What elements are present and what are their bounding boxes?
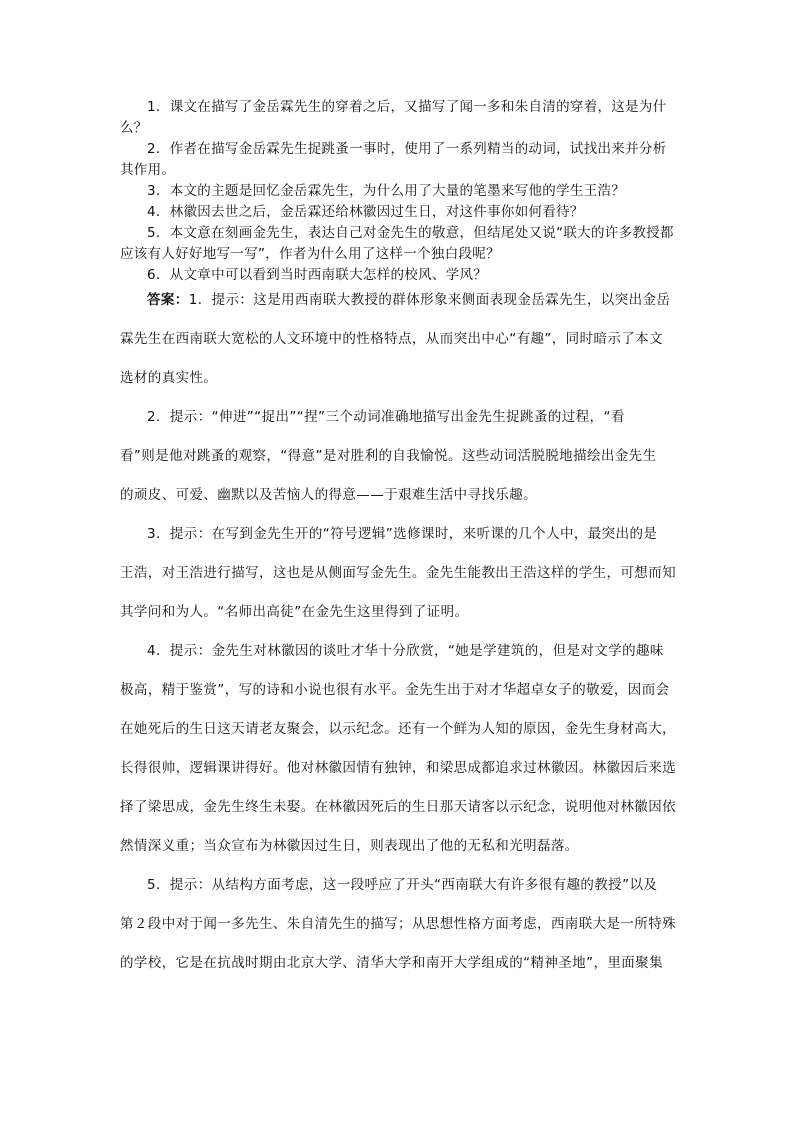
answer-line: 5．提示：从结构方面考虑，这一段呼应了开头“西南联大有许多很有趣的教授”以及 (147, 877, 658, 893)
answer-line: 霖先生在西南联大宽松的人文环境中的性格特点，从而突出中心“有趣”，同时暗示了本文 (120, 331, 663, 347)
answer-line: 的顽皮、可爱、幽默以及苦恼人的得意——于艰难生活中寻找乐趣。 (120, 487, 537, 503)
answer-line: 王浩，对王浩进行描写，这也是从侧面写金先生。金先生能教出王浩这样的学生，可想而知 (120, 565, 676, 581)
answer-line: 看”则是他对跳蚤的观察，“得意”是对胜利的自我愉悦。这些动词活脱脱地描绘出金先生 (120, 448, 657, 464)
answer-line: 其学问和为人。“名师出高徒”在金先生这里得到了证明。 (120, 604, 469, 620)
answer-label: 答案： (147, 292, 189, 308)
answer-line: 4．提示：金先生对林徽因的谈吐才华十分欣赏，“她是学建筑的，但是对文学的趣味 (147, 643, 664, 659)
answer-section (120, 291, 680, 993)
question-item: 1．课文在描写了金岳霖先生的穿着之后，又描写了闻一多和朱自清的穿着，这是为什么？ (120, 99, 667, 136)
answer-line: 在她死后的生日这天请老友聚会，以示纪念。还有一个鲜为人知的原因，金先生身材高大， (120, 721, 676, 737)
question-item: 5．本文意在刻画金先生，表达自己对金先生的敬意，但结尾处又说“联大的许多教授都应该有人好好地写一写”，作者为什么用了这样一个独白段呢？ (120, 225, 674, 262)
question-item: 2．作者在描写金岳霖先生捉跳蚤一事时，使用了一系列精当的动词，试找出来并分析其作用。 (120, 141, 667, 178)
question-list (120, 97, 680, 286)
answer-line: 选材的真实性。 (120, 370, 218, 386)
answer-line (120, 291, 680, 309)
answer-line: 择了梁思成，金先生终生未娶。在林徽因死后的生日那天请客以示纪念，说明他对林徽因依 (120, 799, 676, 815)
question-item: 3．本文的主题是回忆金岳霖先生，为什么用了大量的笔墨来写他的学生王浩？ (147, 183, 626, 199)
question-item: 4．林徽因去世之后，金岳霖还给林徽因过生日，对这件事你如何看待？ (147, 204, 584, 220)
answer-line: 极高，精于鉴赏”，写的诗和小说也很有水平。金先生出于对才华超卓女子的敬爱，因而会 (120, 682, 670, 698)
answer-line: 第２段中对于闻一多先生、朱自清先生的描写；从思想性格方面考虑，西南联大是一所特殊 (120, 916, 676, 932)
answer-line: 2．提示：“伸进”“捉出”“捏”三个动词准确地描写出金先生捉跳蚤的过程，“看 (147, 409, 625, 425)
question-item: 6．从文章中可以看到当时西南联大怎样的校风、学风？ (147, 267, 488, 283)
answer-line: 3．提示：在写到金先生开的“符号逻辑”选修课时，来听课的几个人中，最突出的是 (147, 526, 658, 542)
answer-line: 的学校，它是在抗战时期由北京大学、清华大学和南开大学组成的“精神圣地”，里面聚集 (120, 955, 663, 971)
answer-line: 长得很帅，逻辑课讲得好。他对林徽因情有独钟，和梁思成都追求过林徽因。林徽因后来选 (120, 760, 676, 776)
answer-text: 1．提示：这是用西南联大教授的群体形象来侧面表现金岳霖先生，以突出金岳 (188, 292, 671, 308)
answer-line: 然情深义重；当众宣布为林徽因过生日，则表现出了他的无私和光明磊落。 (120, 838, 579, 854)
